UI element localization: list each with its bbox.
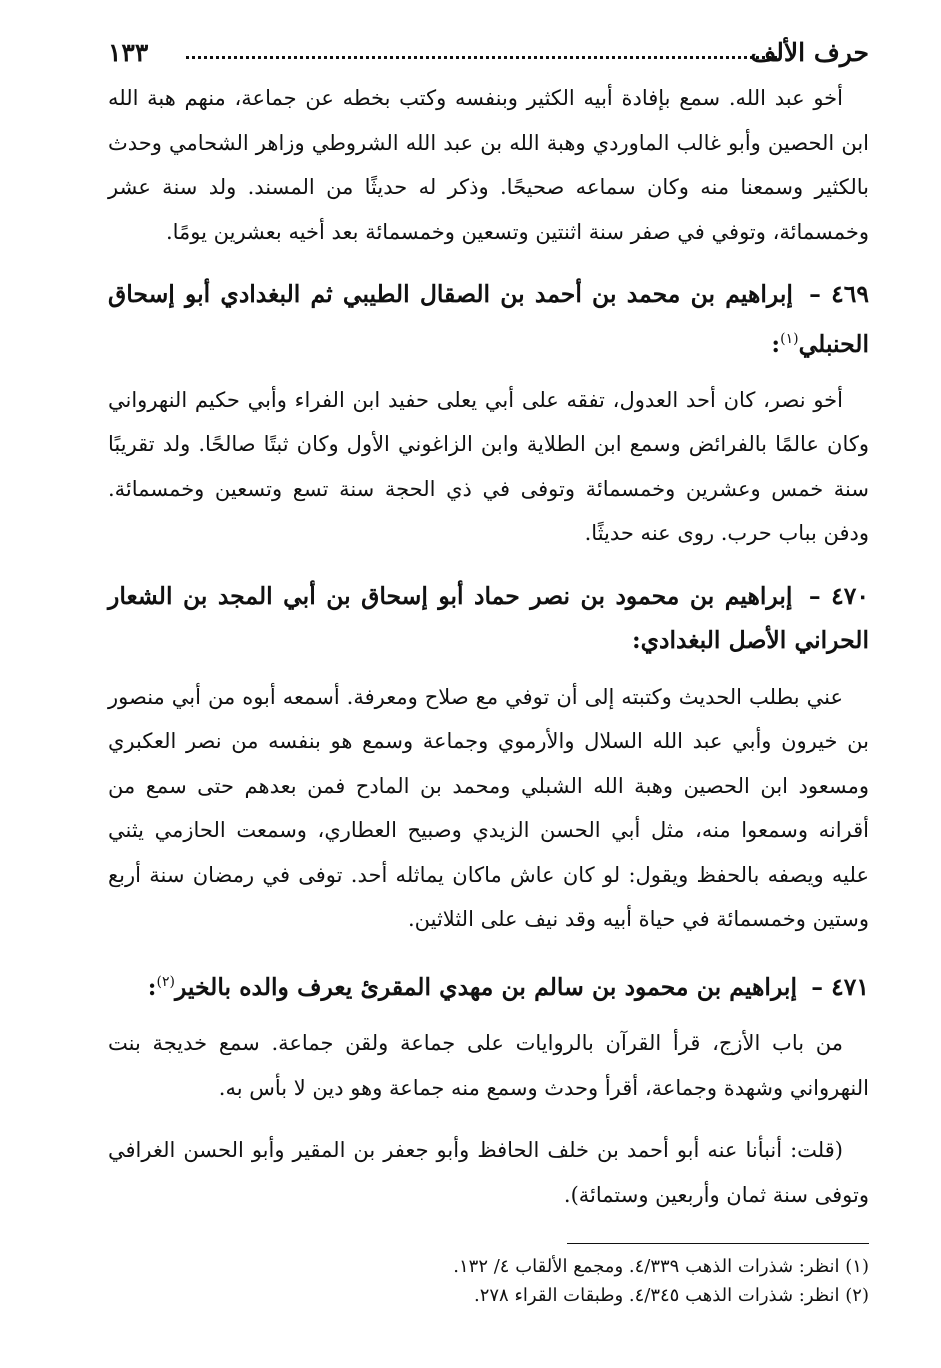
footnote-ref[interactable]: (١) — [780, 330, 799, 347]
entry-heading-469 — [108, 272, 869, 366]
entry-title: إبراهيم بن محمد بن أحمد بن الصقال الطيبي ثم البغدادي أبو إسحاق الحنبلي — [108, 280, 869, 358]
entry-title-end: : — [631, 626, 641, 655]
footnote-divider — [567, 1243, 869, 1244]
entry-paragraph: عني بطلب الحديث وكتبته إلى أن توفي مع صلاح ومعرفة. أسمعه أبوه من أبي منصور بن خيرون وأبي عبد الله السلال والأرموي وجماعة وسمع هو بنفسه من نصر العكبري ومسعود ابن الحصين وهبة الله الشبلي ومحمد بن المادح فمن بعدهم حتى سمع من أقرانه وسمعوا منه، مثل أبي الحسن الزيدي وصبيح العطاري، وسمعت الحازمي يثني عليه ويصفه بالحفظ ويقول: لو كان عاش ماكان يماثله أحد. توفى في رمضان سنة أربع وستين وخمسمائة في حياة أبيه وقد نيف على الثلاثين. — [108, 684, 869, 932]
entry-number: ٤٧١ – — [811, 972, 869, 1001]
entry-paragraph: أخو عبد الله. سمع بإفادة أبيه الكثير وبنفسه وكتب بخطه عن جماعة، منهم هبة الله ابن الحصين وأبو غالب الماوردي وهبة الله بن عبد الله الشروطي وزاهر الشحامي وحدث بالكثير وسمعنا منه وكان سماعه صحيحًا. وذكر له حديثًا من المسند. ولد سنة عشر وخمسمائة، وتوفي في صفر سنة اثنتين وتسعين وخمسمائة بعد أخيه بعشرين يومًا. — [108, 86, 869, 244]
paragraph-gap — [108, 1110, 869, 1128]
entry-title-end: : — [147, 972, 157, 1001]
footnotes — [108, 1252, 869, 1310]
page-number: ١٣٣ — [108, 38, 149, 67]
entry-heading-471 — [108, 960, 869, 1009]
entry-number: ٤٧٠ – — [808, 581, 869, 610]
header-dot-leader — [186, 56, 777, 59]
entry-title: إبراهيم بن محمود بن نصر حماد أبو إسحاق بن أبي المجد بن الشعار الحراني الأصل البغدادي — [108, 581, 869, 655]
entry-paragraph: من باب الأزج، قرأ القرآن بالروايات على جماعة ولقن جماعة. سمع خديجة بنت النهرواني وشهدة وجماعة، أقرأ وحدث وسمع منه جماعة وهو دين لا بأس به. — [108, 1031, 869, 1100]
entry-paragraph: أخو نصر، كان أحد العدول، تفقه على أبي يعلى حفيد ابن الفراء وأبي حكيم النهرواني وكان عالمًا بالفرائض وسمع ابن الطلاية وابن الزاغوني الأول وكان ثبتًا صالحًا. ولد تقريبًا سنة خمس وعشرين وخمسمائة وتوفى في ذي الحجة سنة تسع وتسعين وخمسمائة. ودفن بباب حرب. روى عنه حديثًا. — [108, 387, 869, 546]
entry-number: ٤٦٩ – — [809, 280, 869, 308]
footnote-2: (٢) انظر: شذرات الذهب ٤/٣٤٥. وطبقات القراء ٢٧٨. — [473, 1285, 869, 1307]
chapter-title: حرف الألف — [750, 38, 869, 67]
entry-heading-470 — [108, 574, 869, 663]
footnote-1: (١) انظر: شذرات الذهب ٤/٣٣٩. ومجمع الألقاب ٤/ ١٣٢. — [453, 1256, 869, 1278]
footnote-ref[interactable]: (٢) — [156, 973, 175, 990]
entry-title: إبراهيم بن محمود بن سالم بن مهدي المقرئ يعرف والده بالخير — [174, 972, 797, 1001]
entry-title-end: : — [771, 329, 781, 358]
book-page — [108, 30, 869, 1310]
editor-note-paragraph: (قلت: أنبأنا عنه أبو أحمد بن خلف الحافظ وأبو جعفر بن المقير وأبو الحسن الغرافي وتوفى سنة ثمان وأربعين وستمائة). — [108, 1138, 869, 1207]
running-header — [108, 30, 869, 76]
